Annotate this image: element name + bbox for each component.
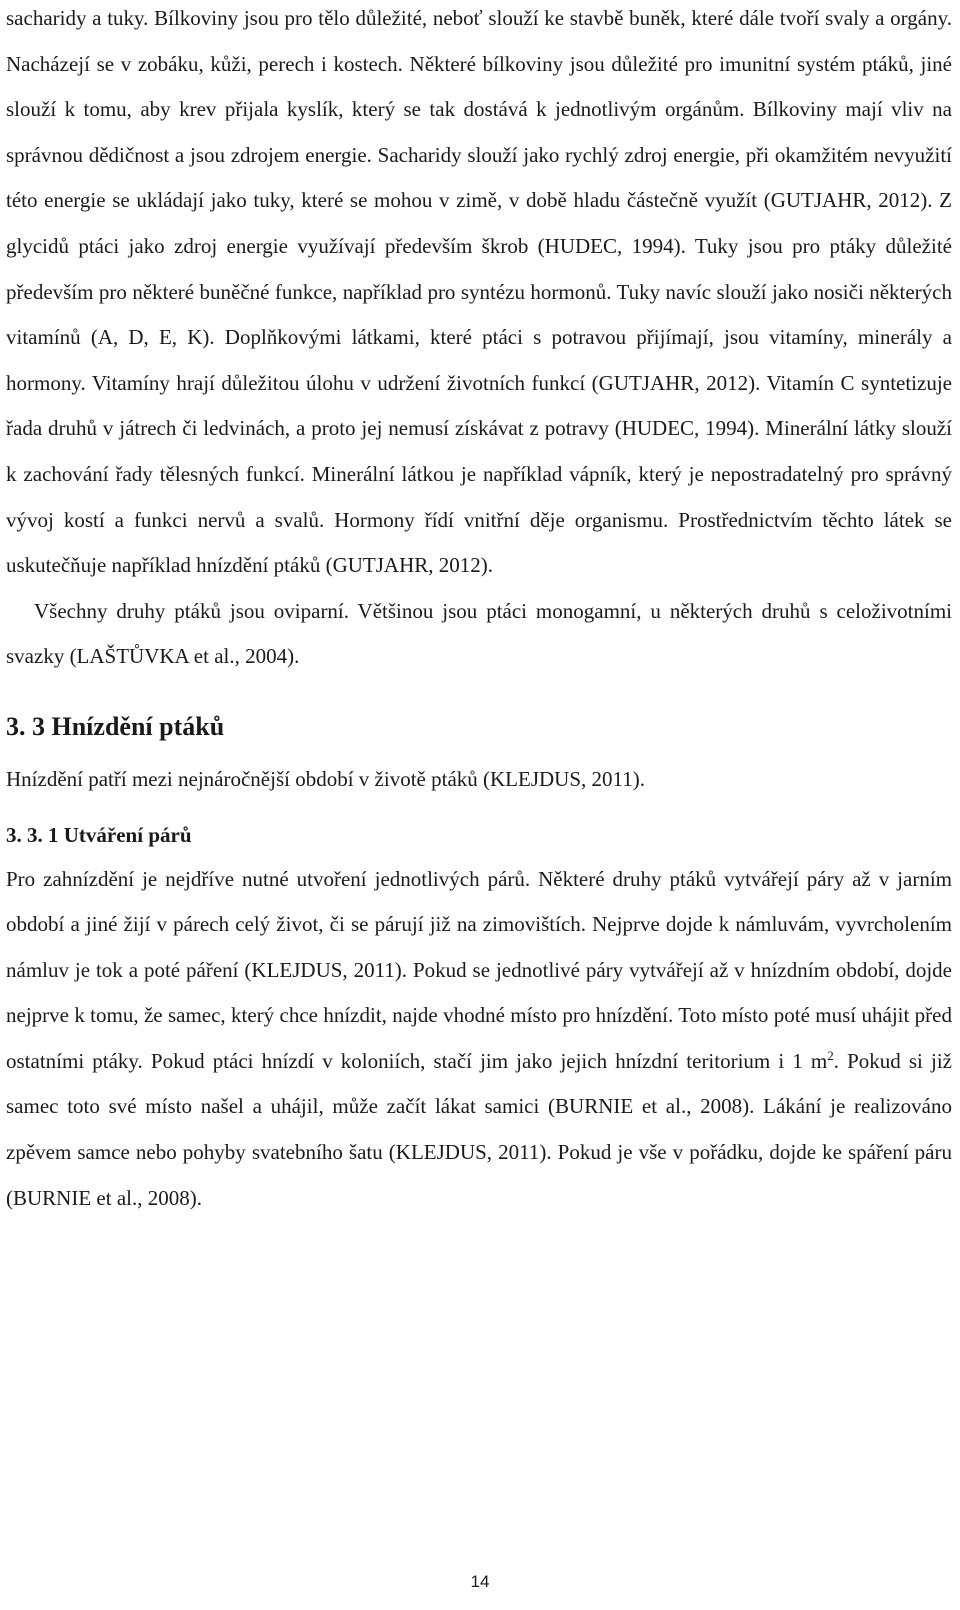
subsection-heading: 3. 3. 1 Utváření párů <box>6 822 192 847</box>
body-paragraph-oviparity: Všechny druhy ptáků jsou oviparní. Většinou jsou ptáci monogamní, u některých druhů s celoživotními svazky (LAŠTŮVKA et al., 2004). <box>6 598 952 669</box>
body-paragraph: sacharidy a tuky. Bílkoviny jsou pro tělo důležité, neboť slouží ke stavbě buněk, které dále tvoří svaly a orgány. Nacházejí se v zobáku, kůži, perech i kostech. Některé bílkoviny jsou důležité pro imunitní systém ptáků, jiné slouží k tomu, aby krev přijala kyslík, který se tak dostává k jednotlivým orgánům. Bílkoviny mají vliv na správnou dědičnost a jsou zdrojem energie. Sacharidy slouží jako rychlý zdroj energie, při okamžitém nevyužití této energie se ukládají jako tuky, které se mohou v zimě, v době hladu částečně využít (GUTJAHR, 2012). Z glycidů ptáci jako zdroj energie využívají především škrob (HUDEC, 1994). Tuky jsou pro ptáky důležité především pro některé buněčné funkce, například pro syntézu hormonů. Tuky navíc slouží jako nosiči některých vitamínů (A, D, E, K). Doplňkovými látkami, které ptáci s potravou přijímají, jsou vitamíny, minerály a hormony. Vitamíny hrají důležitou úlohu v udržení životních funkcí (GUTJAHR, 2012). Vitamín C syntetizuje řada druhů v játrech či ledvinách, a proto jej nemusí získávat z potravy (HUDEC, 1994). Minerální látky slouží k zachování řady tělesných funkcí. Minerální látkou je například vápník, který je nepostradatelný pro správný vývoj kostí a funkci nervů a svalů. Hormony řídí vnitřní děje organismu. Prostřednictvím těchto látek se uskutečňuje například hnízdění ptáků (GUTJAHR, 2012). <box>6 6 952 578</box>
subsection-text-before-sup: Pro zahnízdění je nejdříve nutné utvoření jednotlivých párů. Některé druhy ptáků vytvářejí páry až v jarním období a jiné žijí v párech celý život, či se párují již na zimovištích. Nejprve dojde k námluvám, vyvrcholením námluv je tok a poté páření (KLEJDUS, 2011). Pokud se jednotlivé páry vytvářejí až v hnízdním období, dojde nejprve k tomu, že samec, který chce hnízdit, najde vhodné místo pro hnízdění. Toto místo poté musí uhájit před ostatními ptáky. Pokud ptáci hnízdí v koloniích, stačí jim jako jejich hnízdní teritorium i 1 m <box>6 866 952 1073</box>
section-intro-paragraph: Hnízdění patří mezi nejnáročnější období v životě ptáků (KLEJDUS, 2011). <box>6 766 645 791</box>
page-number: 14 <box>470 1572 490 1591</box>
document-page <box>6 0 952 1221</box>
section-heading: 3. 3 Hnízdění ptáků <box>6 711 225 741</box>
superscript-two: 2 <box>827 1047 834 1063</box>
subsection-text-after-sup: . Pokud si již samec toto své místo našel a uhájil, může začít lákat samici (BURNIE et al., 2008). Lákání je realizováno zpěvem samce nebo pohyby svatebního šatu (KLEJDUS, 2011). Pokud je vše v pořádku, dojde ke spáření páru (BURNIE et al., 2008). <box>6 1048 952 1210</box>
subsection-paragraph <box>6 857 952 1222</box>
